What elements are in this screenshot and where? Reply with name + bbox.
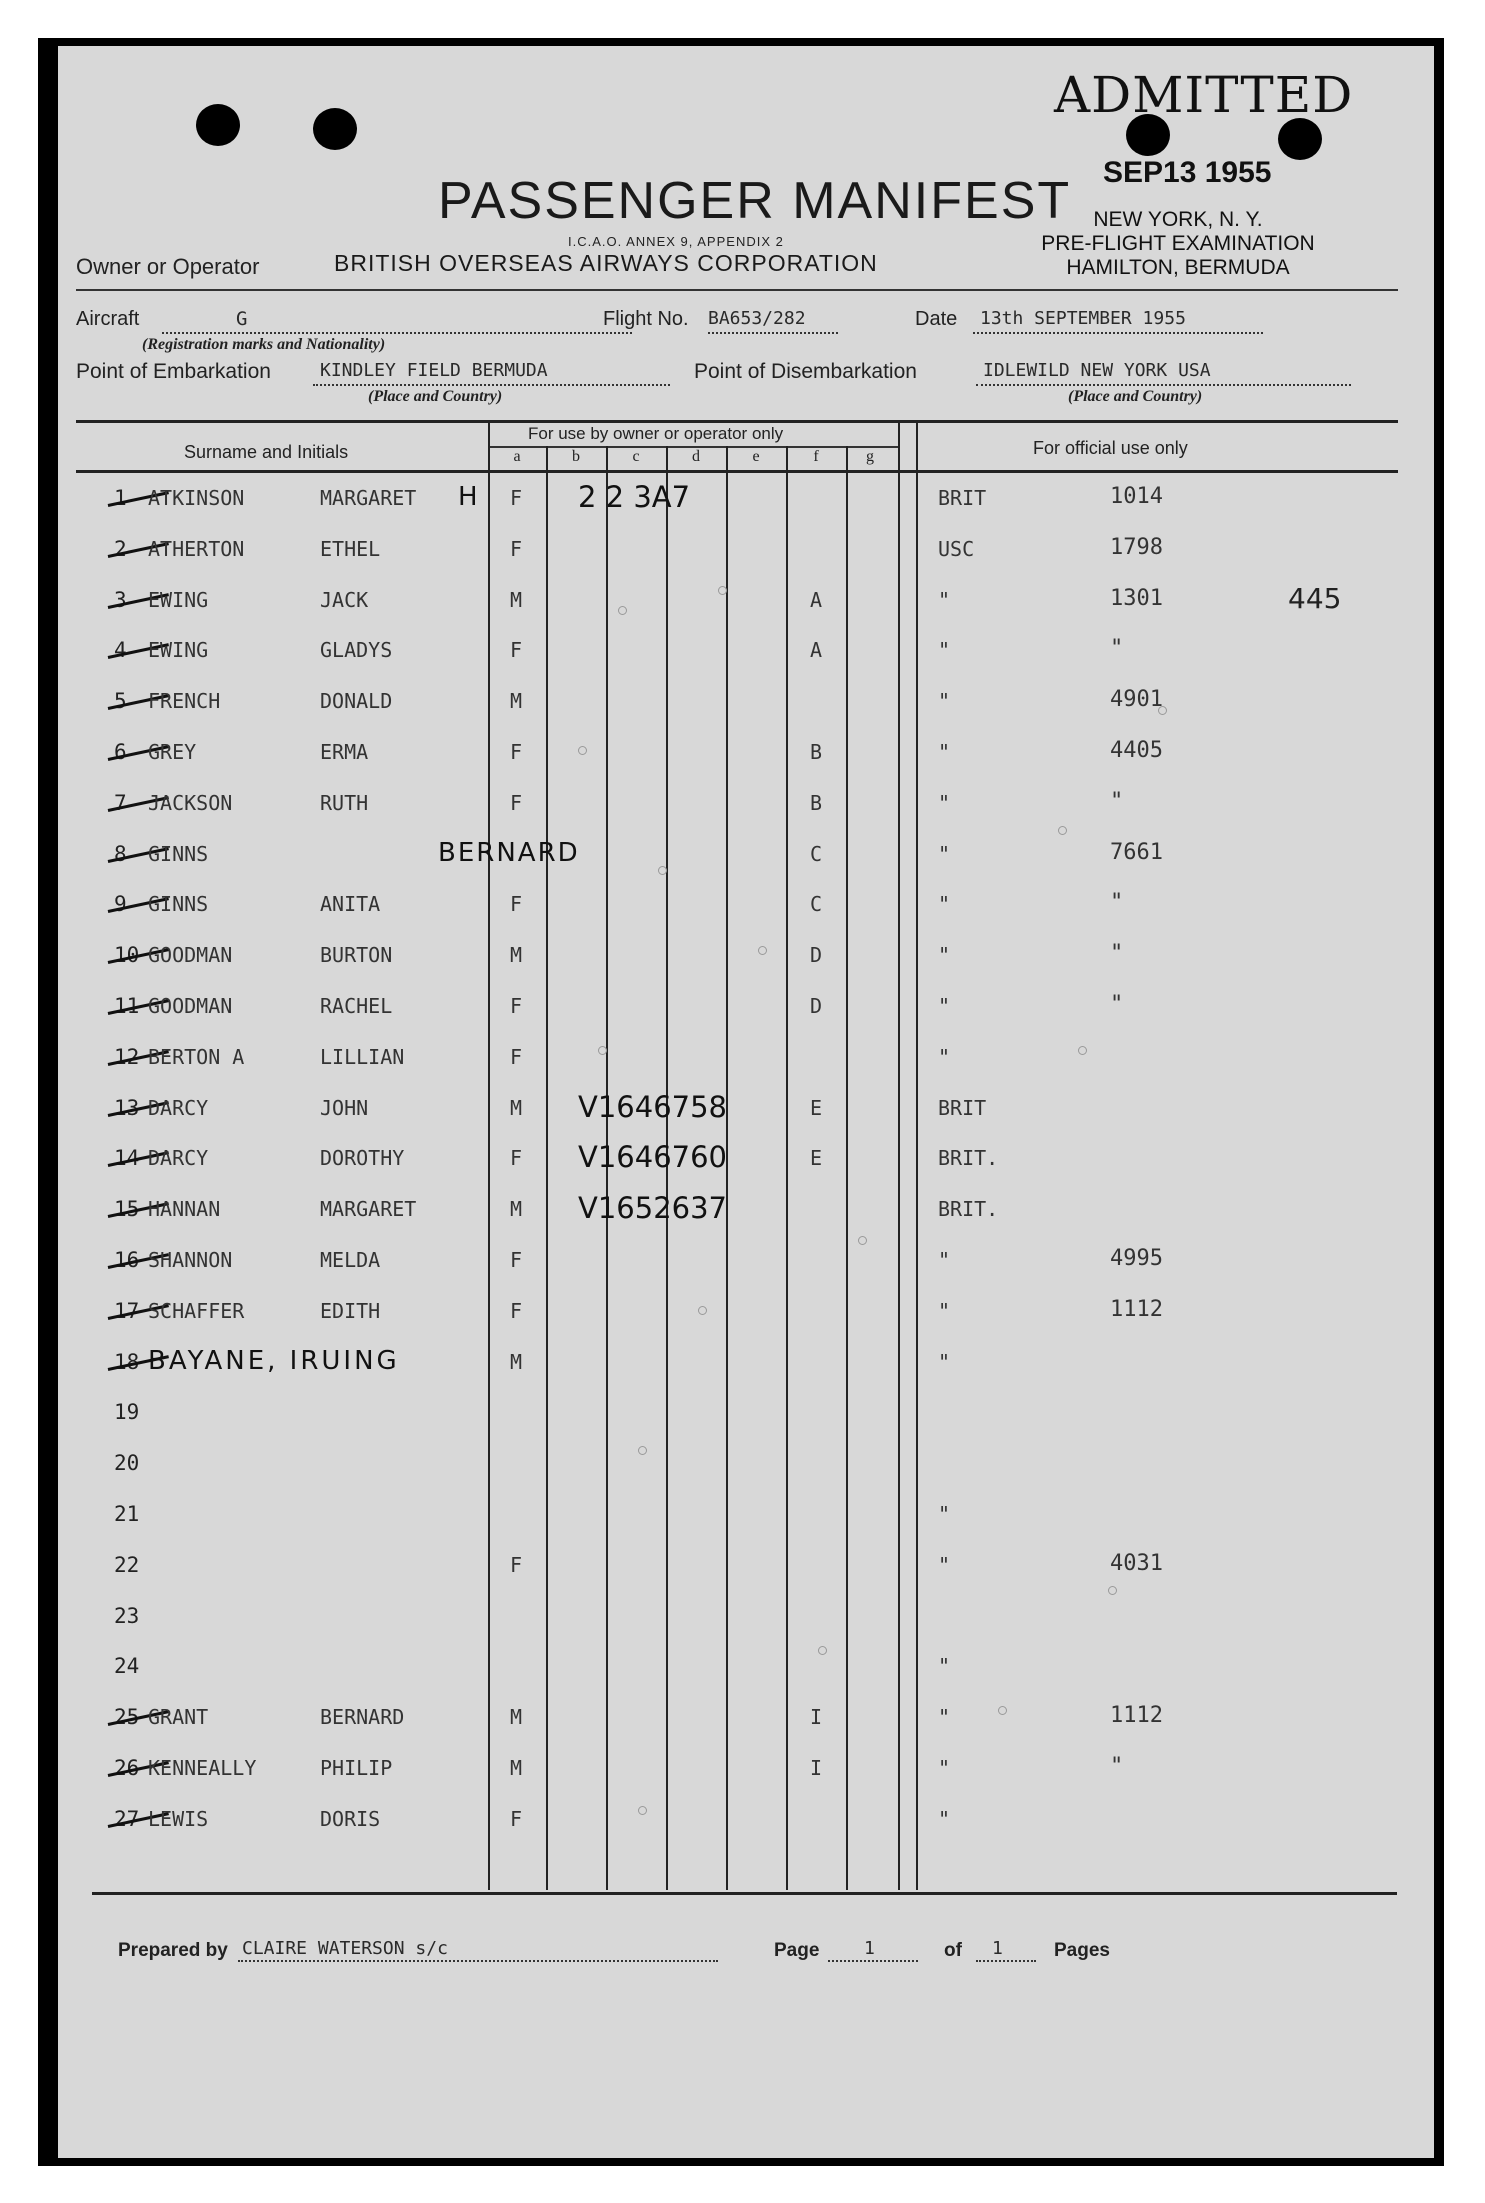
dotted-line: [828, 1960, 918, 1962]
nationality-cell: ": [938, 1350, 951, 1374]
given-name-cell: DONALD: [320, 689, 393, 713]
group-letter-cell: B: [810, 791, 823, 815]
row-number: 2: [114, 537, 127, 561]
column-rule: [846, 446, 848, 1890]
punch-hole: [313, 108, 357, 150]
official-code-cell: 1112: [1110, 1297, 1163, 1322]
stamp-date: SEP13 1955: [1103, 156, 1272, 189]
official-code-cell: 1014: [1110, 484, 1163, 509]
surname-cell: GINNS: [148, 842, 209, 866]
row-number: 22: [114, 1553, 140, 1577]
table-bottom-rule: [92, 1892, 1397, 1895]
page-value: 1: [864, 1938, 875, 1959]
official-code-cell: ": [1110, 941, 1124, 966]
paper-speck: [1158, 706, 1167, 715]
sex-cell: F: [510, 740, 523, 764]
nationality-cell: ": [938, 1756, 951, 1780]
paper-speck: [718, 586, 727, 595]
paper-speck: [1078, 1046, 1087, 1055]
nationality-cell: ": [938, 1807, 951, 1831]
sex-cell: F: [510, 892, 523, 916]
letter-header: f: [813, 448, 819, 465]
paper-speck: [578, 746, 587, 755]
official-use-header: For official use only: [1033, 438, 1188, 458]
row-number: 21: [114, 1502, 140, 1526]
row-number: 10: [114, 943, 140, 967]
prepared-label: Prepared by: [118, 1940, 228, 1961]
disembarkation-note: (Place and Country): [1068, 388, 1203, 405]
given-name-cell: EDITH: [320, 1299, 381, 1323]
row-number: 13: [114, 1096, 140, 1120]
dotted-line: [708, 332, 838, 334]
given-name-cell: MARGARET: [320, 486, 417, 510]
row-number: 12: [114, 1045, 140, 1069]
column-rule: [786, 446, 788, 1890]
group-letter-cell: A: [810, 638, 823, 662]
paper-speck: [858, 1236, 867, 1245]
surname-cell: ATHERTON: [148, 537, 245, 561]
paper-speck: [998, 1706, 1007, 1715]
given-name-cell: BERNARD: [320, 1705, 405, 1729]
surname-cell: GINNS: [148, 892, 209, 916]
disembarkation-value: IDLEWILD NEW YORK USA: [983, 360, 1211, 381]
nationality-cell: ": [938, 1299, 951, 1323]
official-code-cell: ": [1110, 1754, 1124, 1779]
sex-cell: M: [510, 588, 523, 612]
surname-cell: EWING: [148, 638, 209, 662]
handwritten-given-name: H: [458, 482, 480, 512]
row-number: 18: [114, 1350, 140, 1374]
admitted-stamp: ADMITTED: [1054, 66, 1354, 124]
sex-cell: F: [510, 1807, 523, 1831]
given-name-cell: DOROTHY: [320, 1146, 405, 1170]
dotted-line: [976, 384, 1351, 386]
row-number: 23: [114, 1604, 140, 1628]
row-number: 20: [114, 1451, 140, 1475]
surname-cell: SHANNON: [148, 1248, 233, 1272]
handwritten-number: 2 2 3A7: [578, 480, 691, 514]
date-label: Date: [915, 308, 958, 330]
row-number: 19: [114, 1400, 140, 1424]
owner-value: BRITISH OVERSEAS AIRWAYS CORPORATION: [334, 250, 878, 276]
row-number: 8: [114, 842, 127, 866]
group-letter-cell: E: [810, 1146, 823, 1170]
surname-cell: LEWIS: [148, 1807, 209, 1831]
nationality-cell: ": [938, 1502, 951, 1526]
nationality-cell: BRIT.: [938, 1197, 999, 1221]
official-code-cell: 1112: [1110, 1703, 1163, 1728]
aircraft-value: G: [236, 308, 248, 330]
group-letter-cell: C: [810, 842, 823, 866]
surname-cell: SCHAFFER: [148, 1299, 245, 1323]
letter-header: g: [866, 448, 874, 465]
sex-cell: F: [510, 1553, 523, 1577]
page-label: Page: [774, 1940, 820, 1961]
sex-cell: M: [510, 1756, 523, 1780]
stamp-line-1: NEW YORK, N. Y.: [1093, 208, 1263, 231]
divider: [76, 289, 1398, 291]
stamp-line-3: HAMILTON, BERMUDA: [1066, 256, 1290, 279]
surname-cell: KENNEALLY: [148, 1756, 257, 1780]
nationality-cell: BRIT: [938, 1096, 987, 1120]
group-letter-cell: C: [810, 892, 823, 916]
row-number: 7: [114, 791, 127, 815]
surname-cell: DARCY: [148, 1146, 209, 1170]
nationality-cell: ": [938, 943, 951, 967]
embarkation-label: Point of Embarkation: [76, 360, 271, 383]
given-name-cell: PHILIP: [320, 1756, 393, 1780]
group-letter-cell: D: [810, 994, 823, 1018]
page-title: PASSENGER MANIFEST: [438, 172, 1072, 230]
embarkation-note: (Place and Country): [368, 388, 503, 405]
surname-cell: DARCY: [148, 1096, 209, 1120]
given-name-cell: ANITA: [320, 892, 381, 916]
owner-use-header: For use by owner or operator only: [528, 424, 784, 443]
side-note: 445: [1288, 582, 1342, 615]
given-name-cell: RACHEL: [320, 994, 393, 1018]
sex-cell: F: [510, 1146, 523, 1170]
given-name-cell: JACK: [320, 588, 369, 612]
row-number: 1: [114, 486, 127, 510]
row-number: 16: [114, 1248, 140, 1272]
nationality-cell: ": [938, 1248, 951, 1272]
given-name-cell: ERMA: [320, 740, 369, 764]
handwritten-number: V1646758: [578, 1090, 727, 1124]
sex-cell: F: [510, 1299, 523, 1323]
given-name-cell: MARGARET: [320, 1197, 417, 1221]
group-letter-cell: D: [810, 943, 823, 967]
column-rule: [916, 422, 918, 1890]
given-name-cell: JOHN: [320, 1096, 369, 1120]
official-code-cell: 4901: [1110, 687, 1163, 712]
given-name-cell: LILLIAN: [320, 1045, 405, 1069]
sex-cell: M: [510, 943, 523, 967]
dotted-line: [238, 1960, 718, 1962]
letter-header: c: [632, 448, 640, 465]
paper-speck: [598, 1046, 607, 1055]
given-name-cell: ETHEL: [320, 537, 381, 561]
letter-header: d: [692, 448, 700, 465]
nationality-cell: ": [938, 689, 951, 713]
official-code-cell: ": [1110, 636, 1124, 661]
given-name-cell: BURTON: [320, 943, 393, 967]
sex-cell: M: [510, 1350, 523, 1374]
row-number: 15: [114, 1197, 140, 1221]
official-code-cell: ": [1110, 890, 1124, 915]
handwritten-given-name: BERNARD: [438, 838, 580, 868]
dotted-line: [162, 332, 632, 334]
sex-cell: M: [510, 1197, 523, 1221]
nationality-cell: ": [938, 1553, 951, 1577]
nationality-cell: ": [938, 842, 951, 866]
surname-cell: EWING: [148, 588, 209, 612]
given-name-cell: DORIS: [320, 1807, 381, 1831]
dotted-line: [313, 384, 670, 386]
punch-hole: [196, 104, 240, 146]
stamp-line-2: PRE-FLIGHT EXAMINATION: [1041, 232, 1315, 255]
table-header-rule: [76, 470, 1398, 473]
punch-hole: [1278, 118, 1322, 160]
nationality-cell: ": [938, 1705, 951, 1729]
row-number: 25: [114, 1705, 140, 1729]
nationality-cell: ": [938, 994, 951, 1018]
page-subtitle: I.C.A.O. ANNEX 9, APPENDIX 2: [568, 234, 784, 249]
pages-label: Pages: [1054, 1940, 1110, 1961]
sex-cell: F: [510, 537, 523, 561]
of-label: of: [944, 1940, 962, 1961]
sex-cell: F: [510, 791, 523, 815]
nationality-cell: ": [938, 638, 951, 662]
sex-cell: F: [510, 638, 523, 662]
handwritten-number: V1646760: [578, 1140, 727, 1174]
letter-header: e: [752, 448, 760, 465]
official-code-cell: 4405: [1110, 738, 1163, 763]
given-name-cell: GLADYS: [320, 638, 393, 662]
surname-cell: GREY: [148, 740, 197, 764]
sex-cell: M: [510, 1096, 523, 1120]
nationality-cell: ": [938, 588, 951, 612]
surname-cell: GOODMAN: [148, 994, 233, 1018]
sex-cell: F: [510, 1045, 523, 1069]
official-code-cell: 7661: [1110, 840, 1163, 865]
paper-speck: [638, 1806, 647, 1815]
paper-speck: [758, 946, 767, 955]
paper-speck: [618, 606, 627, 615]
surname-cell: GRANT: [148, 1705, 209, 1729]
group-letter-cell: B: [810, 740, 823, 764]
official-code-cell: 4031: [1110, 1551, 1163, 1576]
table-top-rule: [76, 420, 1398, 423]
paper-speck: [658, 866, 667, 875]
given-name-cell: RUTH: [320, 791, 369, 815]
sex-cell: F: [510, 486, 523, 510]
row-number: 5: [114, 689, 127, 713]
group-letter-cell: A: [810, 588, 823, 612]
column-rule: [546, 446, 548, 1890]
prepared-value: CLAIRE WATERSON s/c: [242, 1938, 448, 1959]
handwritten-number: V1652637: [578, 1191, 727, 1225]
nationality-cell: BRIT.: [938, 1146, 999, 1170]
letter-header: b: [572, 448, 580, 465]
surname-column-header: Surname and Initials: [184, 442, 349, 462]
row-number: 6: [114, 740, 127, 764]
group-letter-cell: I: [810, 1705, 823, 1729]
surname-cell: BERTON A: [148, 1045, 245, 1069]
aircraft-label: Aircraft: [76, 308, 140, 330]
paper-speck: [638, 1446, 647, 1455]
paper-speck: [1058, 826, 1067, 835]
nationality-cell: ": [938, 740, 951, 764]
group-letter-cell: E: [810, 1096, 823, 1120]
flight-label: Flight No.: [603, 308, 689, 330]
surname-cell: FRENCH: [148, 689, 221, 713]
row-number: 11: [114, 994, 140, 1018]
surname-cell: HANNAN: [148, 1197, 221, 1221]
nationality-cell: ": [938, 1654, 951, 1678]
dotted-line: [976, 1960, 1036, 1962]
embarkation-value: KINDLEY FIELD BERMUDA: [320, 360, 548, 381]
disembarkation-label: Point of Disembarkation: [694, 360, 917, 383]
official-code-cell: ": [1110, 789, 1124, 814]
official-code-cell: 1798: [1110, 535, 1163, 560]
row-number: 24: [114, 1654, 140, 1678]
flight-value: BA653/282: [708, 308, 806, 329]
nationality-cell: USC: [938, 537, 975, 561]
date-value: 13th SEPTEMBER 1955: [980, 308, 1186, 329]
row-number: 3: [114, 588, 127, 612]
row-number: 27: [114, 1807, 140, 1831]
dotted-line: [973, 332, 1263, 334]
paper-speck: [698, 1306, 707, 1315]
surname-cell: GOODMAN: [148, 943, 233, 967]
given-name-cell: MELDA: [320, 1248, 381, 1272]
official-code-cell: ": [1110, 992, 1124, 1017]
surname-cell: ATKINSON: [148, 486, 245, 510]
scan-border: [38, 38, 1444, 2166]
row-number: 17: [114, 1299, 140, 1323]
handwritten-name: BAYANE, IRUING: [148, 1346, 400, 1376]
nationality-cell: ": [938, 1045, 951, 1069]
surname-cell: JACKSON: [148, 791, 233, 815]
owner-label: Owner or Operator: [76, 254, 260, 279]
row-number: 26: [114, 1756, 140, 1780]
sex-cell: M: [510, 1705, 523, 1729]
paper-speck: [1108, 1586, 1117, 1595]
row-number: 9: [114, 892, 127, 916]
sex-cell: M: [510, 689, 523, 713]
sex-cell: F: [510, 1248, 523, 1272]
column-rule: [488, 422, 490, 1890]
paper-speck: [818, 1646, 827, 1655]
column-rule: [898, 422, 900, 1890]
group-letter-cell: I: [810, 1756, 823, 1780]
nationality-cell: ": [938, 791, 951, 815]
nationality-cell: ": [938, 892, 951, 916]
sex-cell: F: [510, 994, 523, 1018]
of-value: 1: [992, 1938, 1003, 1959]
manifest-page: [58, 46, 1434, 2158]
official-code-cell: 4995: [1110, 1246, 1163, 1271]
official-code-cell: 1301: [1110, 586, 1163, 611]
aircraft-note: (Registration marks and Nationality): [142, 336, 386, 353]
row-number: 4: [114, 638, 127, 662]
letter-header: a: [513, 448, 521, 465]
row-number: 14: [114, 1146, 140, 1170]
nationality-cell: BRIT: [938, 486, 987, 510]
